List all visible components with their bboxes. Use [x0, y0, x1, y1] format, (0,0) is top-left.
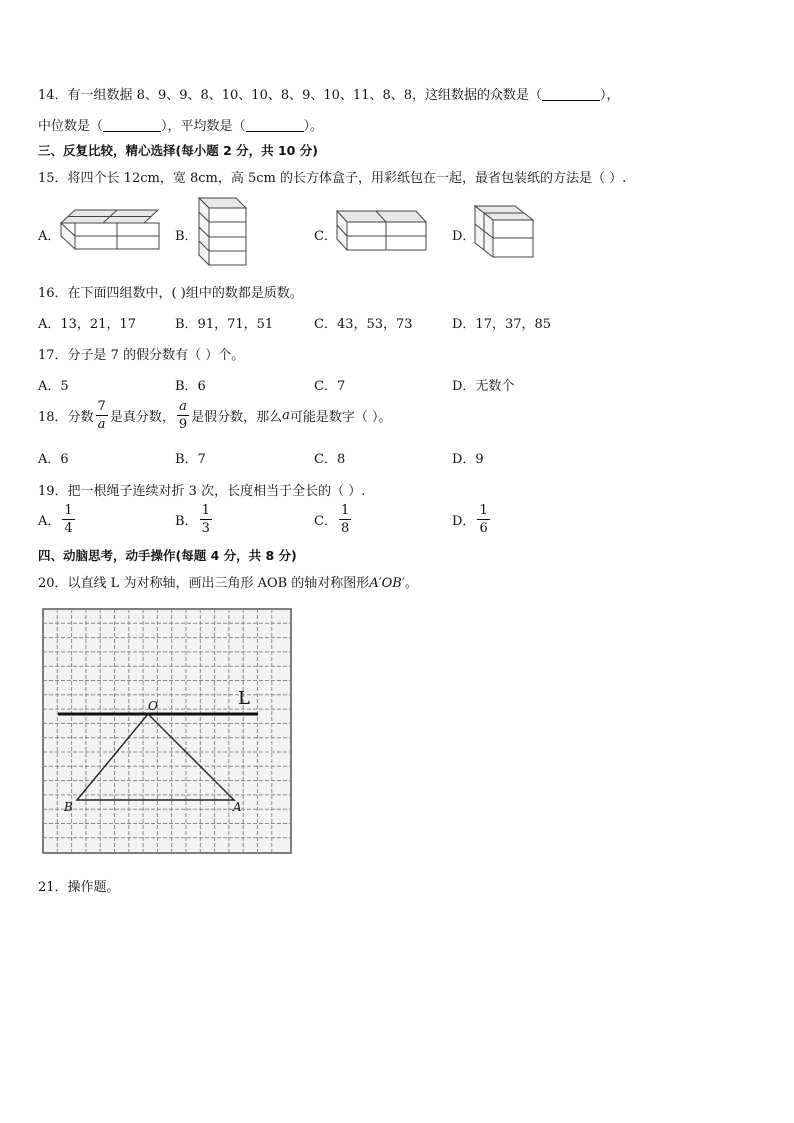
- q20-figure-name: A′OB′: [369, 576, 405, 591]
- q18-fraction-7-over-a: $\frac{7}{a}$: [97, 399, 106, 432]
- q16-option-b[interactable]: B．91，71，51: [175, 317, 274, 332]
- q15-option-d[interactable]: D．: [452, 229, 476, 244]
- q14-blank-median[interactable]: [103, 119, 161, 132]
- q21-stem: 21．操作题。: [38, 880, 120, 895]
- q16-option-a[interactable]: A．13，21，17: [38, 317, 137, 332]
- q19-option-a[interactable]: A． $\frac{1}{4}$: [38, 503, 73, 536]
- q19-option-a-fraction: $\frac{1}{4}$: [64, 503, 73, 536]
- q18-option-d[interactable]: D．9: [452, 452, 484, 467]
- q14-line2: 中位数是（ ），平均数是（ ）。: [38, 119, 324, 134]
- q15-option-b[interactable]: B．: [175, 229, 198, 244]
- q19-option-c[interactable]: C． $\frac{1}{8}$: [314, 503, 350, 536]
- q17-option-b[interactable]: B．6: [175, 379, 206, 394]
- q14-blank-mode[interactable]: [542, 88, 600, 101]
- q19-option-d[interactable]: D． $\frac{1}{6}$: [452, 503, 488, 536]
- q19-stem: 19．把一根绳子连续对折 3 次，长度相当于全长的（ ）.: [38, 484, 366, 499]
- q16-stem: 16．在下面四组数中，( )组中的数都是质数。: [38, 286, 303, 301]
- q19-option-d-fraction: $\frac{1}{6}$: [479, 503, 488, 536]
- label-A: A: [233, 800, 242, 814]
- q16-option-d[interactable]: D．17，37，85: [452, 317, 552, 332]
- q20-grid-figure: [42, 608, 294, 856]
- q15-stem: 15．将四个长 12cm，宽 8cm，高 5cm 的长方体盒子，用彩纸包在一起，最省包装纸的方法是（ ）.: [38, 171, 627, 186]
- q17-stem: 17．分子是 7 的假分数有（ ）个。: [38, 348, 245, 363]
- q15-figure-c: [336, 210, 428, 252]
- q20-stem: 20．以直线 L 为对称轴，画出三角形 AOB 的轴对称图形A′OB′。: [38, 576, 418, 591]
- q19-option-b-fraction: $\frac{1}{3}$: [201, 503, 210, 536]
- q14-blank-mean[interactable]: [246, 119, 304, 132]
- label-B: B: [64, 800, 73, 814]
- grid-border: [43, 609, 291, 853]
- q19-option-c-fraction: $\frac{1}{8}$: [340, 503, 350, 536]
- q19-option-b[interactable]: B． $\frac{1}{3}$: [175, 503, 210, 536]
- section3-heading: 三、反复比较，精心选择(每小题 2 分，共 10 分): [38, 143, 318, 158]
- q15-figure-d: [474, 205, 536, 260]
- q15-option-a[interactable]: A．: [38, 229, 61, 244]
- section4-heading: 四、动脑思考，动手操作(每题 4 分，共 8 分): [38, 548, 297, 563]
- q18-option-c[interactable]: C．8: [314, 452, 346, 467]
- label-L: L: [238, 688, 250, 709]
- q15-figure-a: [60, 209, 160, 251]
- q15-option-c[interactable]: C．: [314, 229, 337, 244]
- q18-stem: 18．分数 $\frac{7}{a}$ 是真分数， $\frac{a}{9}$ 是假分数，那么 a 可能是数字（ ）。: [38, 399, 392, 432]
- q18-fraction-a-over-9: $\frac{a}{9}$: [178, 399, 188, 432]
- q18-option-b[interactable]: B．7: [175, 452, 206, 467]
- q14-line1: 14．有一组数据 8、9、9、8、10、10、8、9、10、11、8、8，这组数据的众数是（ ），: [38, 88, 620, 103]
- q18-option-a[interactable]: A．6: [38, 452, 69, 467]
- label-O: O: [148, 699, 158, 713]
- q17-option-a[interactable]: A．5: [38, 379, 69, 394]
- q15-figure-b: [198, 197, 250, 267]
- q17-option-d[interactable]: D．无数个: [452, 379, 515, 394]
- q16-option-c[interactable]: C．43，53，73: [314, 317, 413, 332]
- q17-option-c[interactable]: C．7: [314, 379, 346, 394]
